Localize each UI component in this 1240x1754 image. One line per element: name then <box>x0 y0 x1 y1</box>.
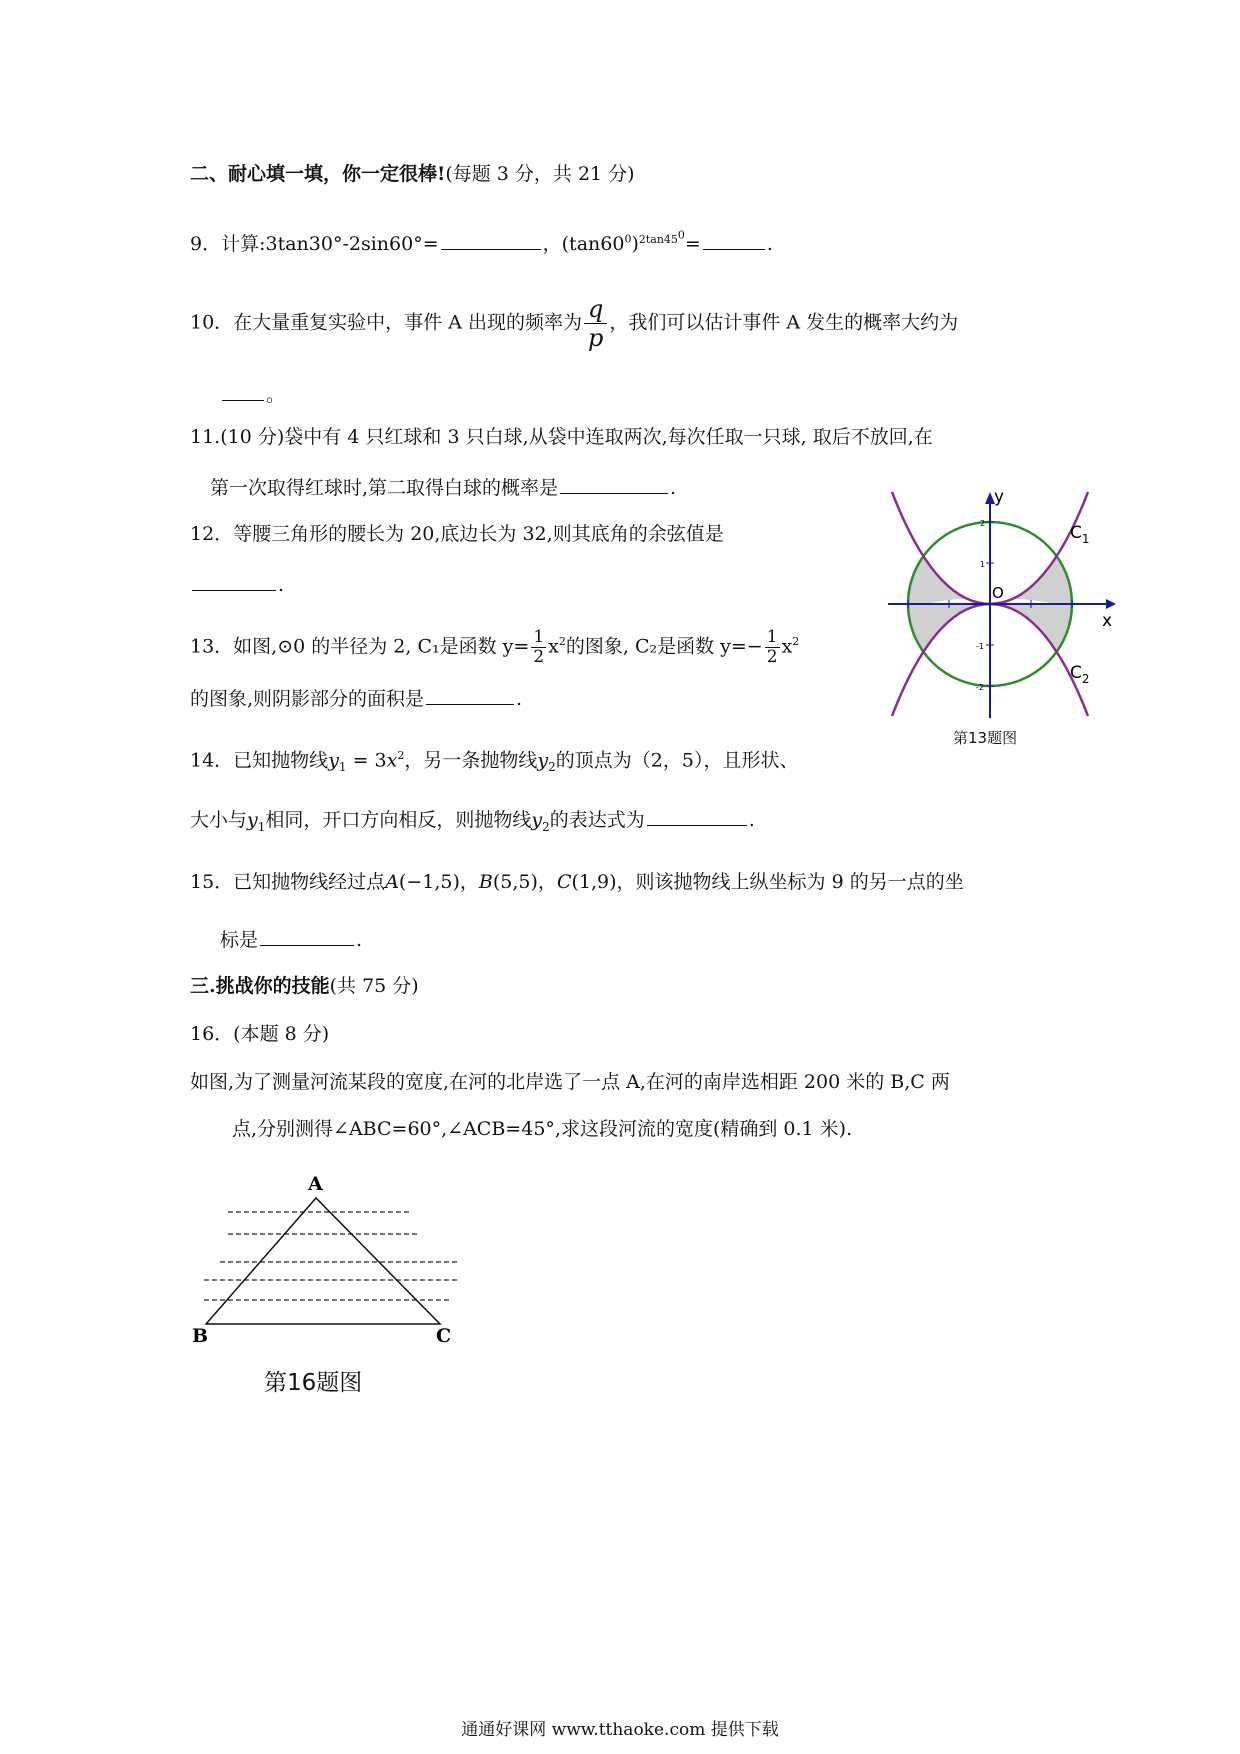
q14-y2: y <box>537 749 549 772</box>
q15-point-a: A <box>385 871 399 893</box>
q14-x: x <box>386 749 398 772</box>
q13-period: . <box>516 688 523 710</box>
q15-prefix: 15．已知抛物线经过点 <box>190 871 386 893</box>
question-10 <box>190 295 958 352</box>
river-lines <box>204 1212 458 1300</box>
q10-end: 。 <box>266 384 286 406</box>
question-9 <box>190 221 773 258</box>
q14-y1: y <box>328 749 339 772</box>
vertex-c-label: C <box>436 1325 452 1346</box>
q9-period: . <box>766 232 773 255</box>
q15-period: . <box>356 929 363 951</box>
section-3-score: (共 75 分) <box>329 975 419 997</box>
q11-line-2 <box>210 473 676 502</box>
q14-line2-y1-sub: 1 <box>257 819 266 834</box>
section-2-heading <box>190 160 635 188</box>
q15-line-2 <box>220 925 362 954</box>
q13-fraction-1-num: 1 <box>533 627 545 647</box>
q14-line2-b: 相同，开口方向相反，则抛物线 <box>265 809 532 831</box>
q15-point-c-coord: (1,9) <box>571 871 617 893</box>
q15-comma-1: ， <box>459 871 479 893</box>
figure-16-caption: 第16题图 <box>264 1370 363 1396</box>
c2-label: $C_2$ <box>1070 663 1090 686</box>
q16-line-1: 如图,为了测量河流某段的宽度,在河的北岸选了一点 A,在河的南岸选相距 200 米的 B,C 两 <box>190 1071 950 1093</box>
q14-y2-sub: 2 <box>548 760 556 775</box>
figure-13-caption: 第13题图 <box>953 729 1018 747</box>
vertex-a-label: A <box>308 1173 323 1195</box>
q13-fraction-2-den: 2 <box>766 647 778 667</box>
question-11 <box>190 423 933 451</box>
q9-answer-blank-2[interactable] <box>703 229 765 250</box>
triangle-abc <box>206 1198 440 1324</box>
q14-answer-blank[interactable] <box>647 805 747 826</box>
q14-vertex: 的顶点为（2，5），且形状、 <box>555 749 799 772</box>
q13-line-2-text: 的图象,则阴影部分的面积是 <box>190 688 425 710</box>
q13-answer-blank[interactable] <box>426 684 514 705</box>
q13-fraction-2-num: 1 <box>766 627 778 647</box>
q15-point-a-coord: (−1,5) <box>398 871 460 893</box>
q16-line-2: 点,分别测得∠ABC=60°,∠ACB=45°,求这段河流的宽度(精确到 0.1 米). <box>232 1118 853 1140</box>
x-axis-label: x <box>1102 611 1113 631</box>
q14-line2-y2: y <box>531 809 543 831</box>
q15-answer-blank[interactable] <box>260 925 354 946</box>
y-axis-label: y <box>994 488 1005 507</box>
q13-middle: 的图象, C₂是函数 y=− <box>565 635 763 658</box>
q15-comma-2: ， <box>537 871 557 893</box>
tick-label-minus-2: -2 <box>976 683 984 692</box>
q14-line-2 <box>190 805 755 841</box>
tick-label-2: 2 <box>980 519 986 528</box>
q9-separator: ， <box>542 232 562 255</box>
q14-line2-c: 的表达式为 <box>549 809 645 831</box>
q13-square-1: 2 <box>558 635 566 649</box>
q11-period: . <box>670 477 677 499</box>
q13-line-2 <box>190 684 522 713</box>
question-16-label: 16．(本题 8 分) <box>190 1023 330 1045</box>
q13-x-2: x <box>781 635 793 658</box>
figure-13 <box>880 488 1120 720</box>
q14-middle: ，另一条抛物线 <box>404 749 538 772</box>
q15-suffix: ，则该抛物线上纵坐标为 9 的另一点的坐 <box>616 871 964 893</box>
q9-answer-blank-1[interactable] <box>441 229 541 250</box>
q12-period: . <box>278 574 285 596</box>
q15-point-b: B <box>478 871 493 893</box>
section-3-heading <box>190 972 419 1000</box>
q10-fraction <box>584 295 607 352</box>
q11-answer-blank[interactable] <box>560 473 668 494</box>
q12-answer-blank[interactable] <box>192 570 276 591</box>
q12-line-1: 12．等腰三角形的腰长为 20,底边长为 32,则其底角的余弦值是 <box>190 523 724 545</box>
tick-label-minus-1: -1 <box>976 642 984 651</box>
q10-answer-blank[interactable] <box>222 380 264 401</box>
q14-period: . <box>748 809 755 831</box>
q14-line2-y2-sub: 2 <box>542 819 550 834</box>
q13-fraction-1 <box>531 628 546 667</box>
x-axis-arrow-icon <box>1106 599 1116 609</box>
q10-line-2 <box>220 380 285 409</box>
q14-line2-y1: y <box>247 809 258 831</box>
q9-degree: 0 <box>624 232 632 246</box>
q14-square: 2 <box>397 749 405 762</box>
question-15 <box>190 868 964 896</box>
q9-prefix: 9．计算:3tan30°-2sin60°= <box>190 232 439 255</box>
q10-suffix: ，我们可以估计事件 A 发生的概率大约为 <box>609 311 959 334</box>
footer: 通通好课网 www.tthaoke.com 提供下载 <box>461 1720 779 1740</box>
q10-prefix: 10．在大量重复实验中，事件 A 出现的频率为 <box>190 311 582 334</box>
q9-equals: = <box>684 232 701 255</box>
q14-y1-sub: 1 <box>338 760 347 775</box>
q9-exponent-degree: 0 <box>677 228 685 241</box>
figure-16 <box>190 1166 470 1346</box>
section-3-title: 三.挑战你的技能 <box>190 975 330 997</box>
section-2-title: 二、耐心填一填，你一定很棒! <box>190 163 446 185</box>
question-12 <box>190 520 724 548</box>
q10-denominator: p <box>587 324 604 352</box>
question-13 <box>190 628 799 667</box>
q13-fraction-1-den: 2 <box>533 647 545 667</box>
origin-label: O <box>992 584 1004 602</box>
c1-label: $C_1$ <box>1070 523 1090 546</box>
question-14 <box>190 742 798 781</box>
q13-fraction-2 <box>765 628 780 667</box>
q14-line2-a: 大小与 <box>190 809 248 831</box>
q9-exponent: 2tan45 <box>638 232 678 246</box>
q15-point-c: C <box>556 871 572 893</box>
q9-tan-expression: (tan60 <box>561 232 625 255</box>
q12-line-2 <box>190 570 284 599</box>
q13-square-2: 2 <box>792 635 800 649</box>
q11-line-1: 11.(10 分)袋中有 4 只红球和 3 只白球,从袋中连取两次,每次任取一只球, 取后不放回,在 <box>190 426 933 448</box>
q13-prefix: 13．如图,⊙0 的半径为 2, C₁是函数 y= <box>190 635 530 658</box>
q14-prefix: 14．已知抛物线 <box>190 749 329 772</box>
q9-close-paren: ) <box>631 232 639 255</box>
section-2-score: (每题 3 分，共 21 分) <box>445 163 635 185</box>
q14-equals: = 3 <box>346 749 387 772</box>
tick-label-1: 1 <box>980 560 986 569</box>
vertex-b-label: B <box>192 1325 209 1346</box>
q10-numerator: q <box>584 295 607 324</box>
q13-x-1: x <box>548 635 559 658</box>
q15-point-b-coord: (5,5) <box>492 871 538 893</box>
q11-line-2-text: 第一次取得红球时,第二取得白球的概率是 <box>210 477 559 499</box>
q15-line-2-text: 标是 <box>220 929 259 951</box>
